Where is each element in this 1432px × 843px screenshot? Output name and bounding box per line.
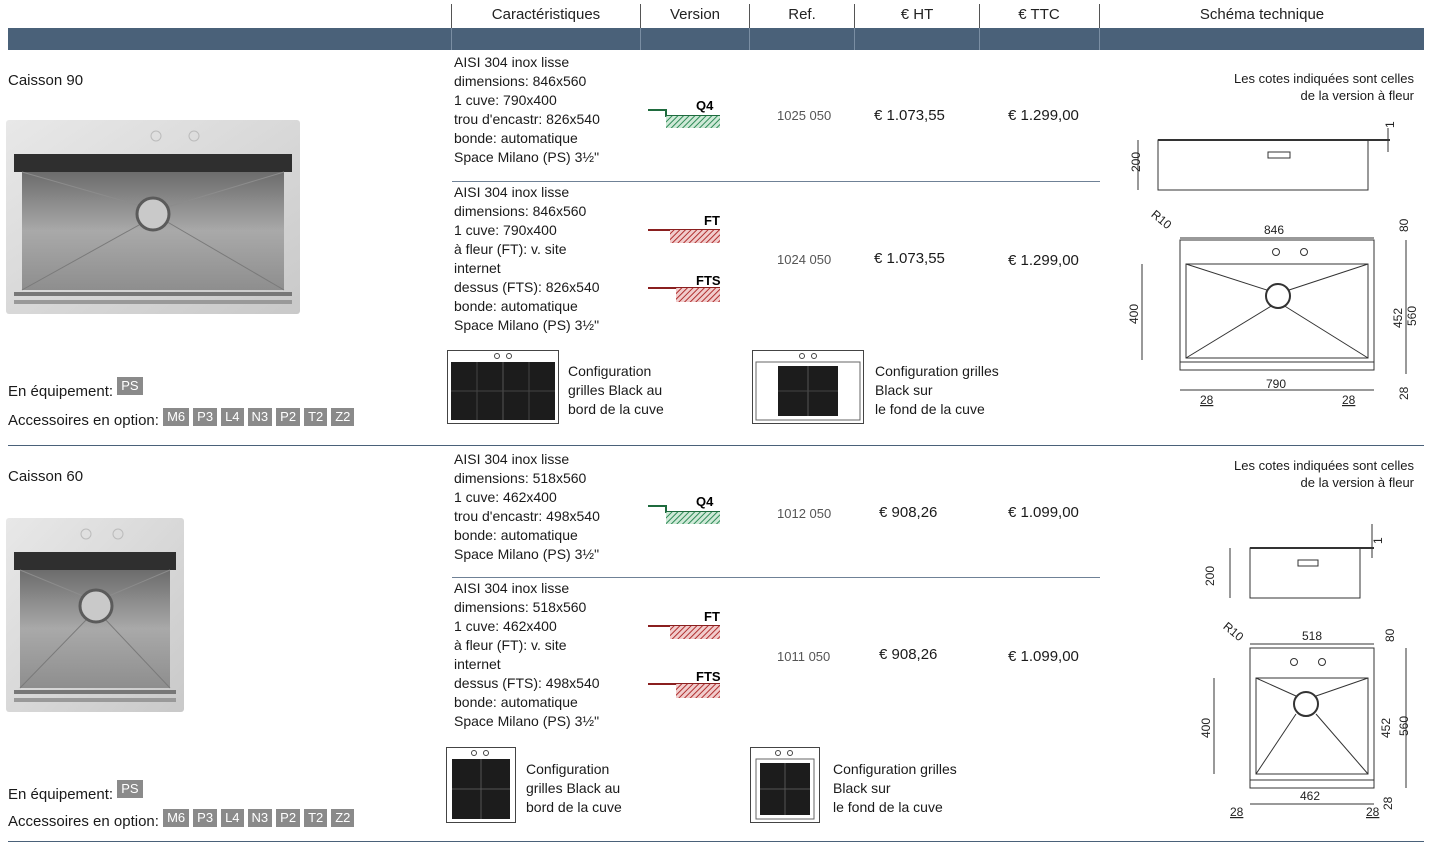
- dim-bowl-w: 790: [1266, 377, 1287, 391]
- version-q4-icon: [646, 96, 722, 132]
- version-label: FT: [704, 609, 720, 624]
- accessory-tag: Z2: [331, 809, 354, 827]
- accessory-tag: P2: [276, 809, 300, 827]
- version-label: FTS: [696, 669, 721, 684]
- price-ttc: € 1.099,00: [1008, 504, 1079, 521]
- header-characteristics: Caractéristiques: [491, 6, 601, 23]
- dim-depth: 200: [1129, 151, 1143, 172]
- product-title: Caisson 60: [8, 468, 84, 485]
- dim-bottom: 28: [1381, 796, 1395, 810]
- product-title: Caisson 90: [8, 72, 84, 89]
- sink-photo: [6, 120, 300, 314]
- config-edge-label: Configuration grilles Black au bord de la cuve: [568, 363, 664, 417]
- version-label: Q4: [696, 494, 714, 509]
- grid-config-bottom-image: [752, 350, 864, 424]
- accessories-label: Accessoires en option:: [8, 412, 159, 429]
- header-ttc: € TTC: [1018, 6, 1060, 23]
- accessory-tag: P3: [193, 809, 217, 827]
- dim-side-right: 28: [1366, 805, 1380, 819]
- accessory-tag: M6: [163, 809, 189, 827]
- accessories-line: [8, 810, 358, 831]
- accessory-tag: N3: [248, 408, 273, 426]
- version-q4-icon: [646, 492, 722, 528]
- dim-width: 518: [1302, 629, 1323, 643]
- header-band: [8, 28, 1424, 50]
- price-ht: € 908,26: [879, 504, 938, 521]
- equipment-line: [8, 781, 147, 804]
- specs-text: AISI 304 inox lisse dimensions: 846x560 1 cuve: 790x400 à fleur (FT): v. site internet dessus (FTS): 826x540 bonde: automatique Space Milano (PS) 3½": [454, 184, 600, 333]
- accessories-label: Accessoires en option:: [8, 813, 159, 830]
- ref-value: 1024 050: [777, 252, 832, 267]
- dim-bottom: 28: [1397, 386, 1411, 400]
- equipment-label: En équipement:: [8, 786, 114, 803]
- price-ht: € 908,26: [879, 646, 938, 663]
- sink-photo: [6, 518, 184, 712]
- config-bottom-label: Configuration grilles Black sur le fond de la cuve: [833, 761, 957, 815]
- version-ft-icon: [646, 212, 722, 246]
- version-fts-icon: [646, 272, 722, 306]
- header-ht: € HT: [900, 6, 934, 23]
- version-label: FTS: [696, 273, 721, 288]
- ref-value: 1012 050: [777, 506, 832, 521]
- price-ttc: € 1.299,00: [1008, 107, 1079, 124]
- accessory-tag: T2: [304, 408, 327, 426]
- equipment-tag-ps: PS: [117, 377, 142, 395]
- technical-drawing: [1196, 500, 1424, 822]
- equipment-line: [8, 378, 147, 401]
- accessory-tag: L4: [221, 408, 243, 426]
- accessory-tag: Z2: [331, 408, 354, 426]
- header-ref: Ref.: [788, 6, 816, 23]
- schema-note: Les cotes indiquées sont celles de la version à fleur: [1234, 71, 1414, 103]
- accessory-tag: L4: [221, 809, 243, 827]
- accessory-tag: P2: [276, 408, 300, 426]
- ref-value: 1011 050: [777, 649, 831, 664]
- dim-lip: 1: [1383, 121, 1397, 128]
- grid-config-bottom-image: [750, 747, 820, 823]
- dim-bowl-h: 400: [1199, 717, 1213, 738]
- config-edge-label: Configuration grilles Black au bord de la cuve: [526, 761, 622, 815]
- dim-total: 560: [1405, 305, 1419, 326]
- version-ft-icon: [646, 608, 722, 642]
- dim-side-left: 28: [1200, 393, 1214, 407]
- ref-value: 1025 050: [777, 108, 832, 123]
- specs-text: AISI 304 inox lisse dimensions: 518x560 1 cuve: 462x400 trou d'encastr: 498x540 bonde: automatique Space Milano (PS) 3½": [454, 451, 600, 562]
- price-ht: € 1.073,55: [874, 107, 945, 124]
- accessory-tag: N3: [248, 809, 273, 827]
- dim-inner: 452: [1391, 307, 1405, 328]
- equipment-label: En équipement:: [8, 383, 114, 400]
- dim-side-left: 28: [1230, 805, 1244, 819]
- price-ttc: € 1.299,00: [1008, 252, 1079, 269]
- version-label: Q4: [696, 98, 714, 113]
- grid-config-edge-image: [447, 350, 559, 424]
- equipment-tag-ps: PS: [117, 780, 142, 798]
- dim-lip: 1: [1371, 537, 1385, 544]
- dim-top: 80: [1383, 628, 1397, 642]
- dim-radius: R10: [1220, 619, 1247, 645]
- specs-text: AISI 304 inox lisse dimensions: 846x560 1 cuve: 790x400 trou d'encastr: 826x540 bonde: automatique Space Milano (PS) 3½": [454, 54, 600, 165]
- dim-radius: R10: [1148, 207, 1175, 233]
- accessory-tag: T2: [304, 809, 327, 827]
- dim-depth: 200: [1203, 565, 1217, 586]
- accessory-tag: P3: [193, 408, 217, 426]
- dim-bowl-h: 400: [1127, 303, 1141, 324]
- version-label: FT: [704, 213, 720, 228]
- accessories-line: [8, 409, 358, 430]
- version-fts-icon: [646, 668, 722, 702]
- dim-total: 560: [1397, 715, 1411, 736]
- price-ht: € 1.073,55: [874, 250, 945, 267]
- grid-config-edge-image: [446, 747, 516, 823]
- dim-top: 80: [1397, 218, 1411, 232]
- dim-bowl-w: 462: [1300, 789, 1321, 803]
- price-ttc: € 1.099,00: [1008, 648, 1079, 665]
- config-bottom-label: Configuration grilles Black sur le fond de la cuve: [875, 363, 999, 417]
- technical-drawing: [1118, 110, 1424, 410]
- accessory-tag: M6: [163, 408, 189, 426]
- header-schema: Schéma technique: [1199, 6, 1325, 23]
- dim-width: 846: [1264, 223, 1285, 237]
- schema-note: Les cotes indiquées sont celles de la version à fleur: [1234, 458, 1414, 490]
- dim-side-right: 28: [1342, 393, 1356, 407]
- header-version: Version: [669, 6, 721, 23]
- dim-inner: 452: [1379, 717, 1393, 738]
- specs-text: AISI 304 inox lisse dimensions: 518x560 1 cuve: 462x400 à fleur (FT): v. site internet dessus (FTS): 498x540 bonde: automatique Space Milano (PS) 3½": [454, 580, 600, 729]
